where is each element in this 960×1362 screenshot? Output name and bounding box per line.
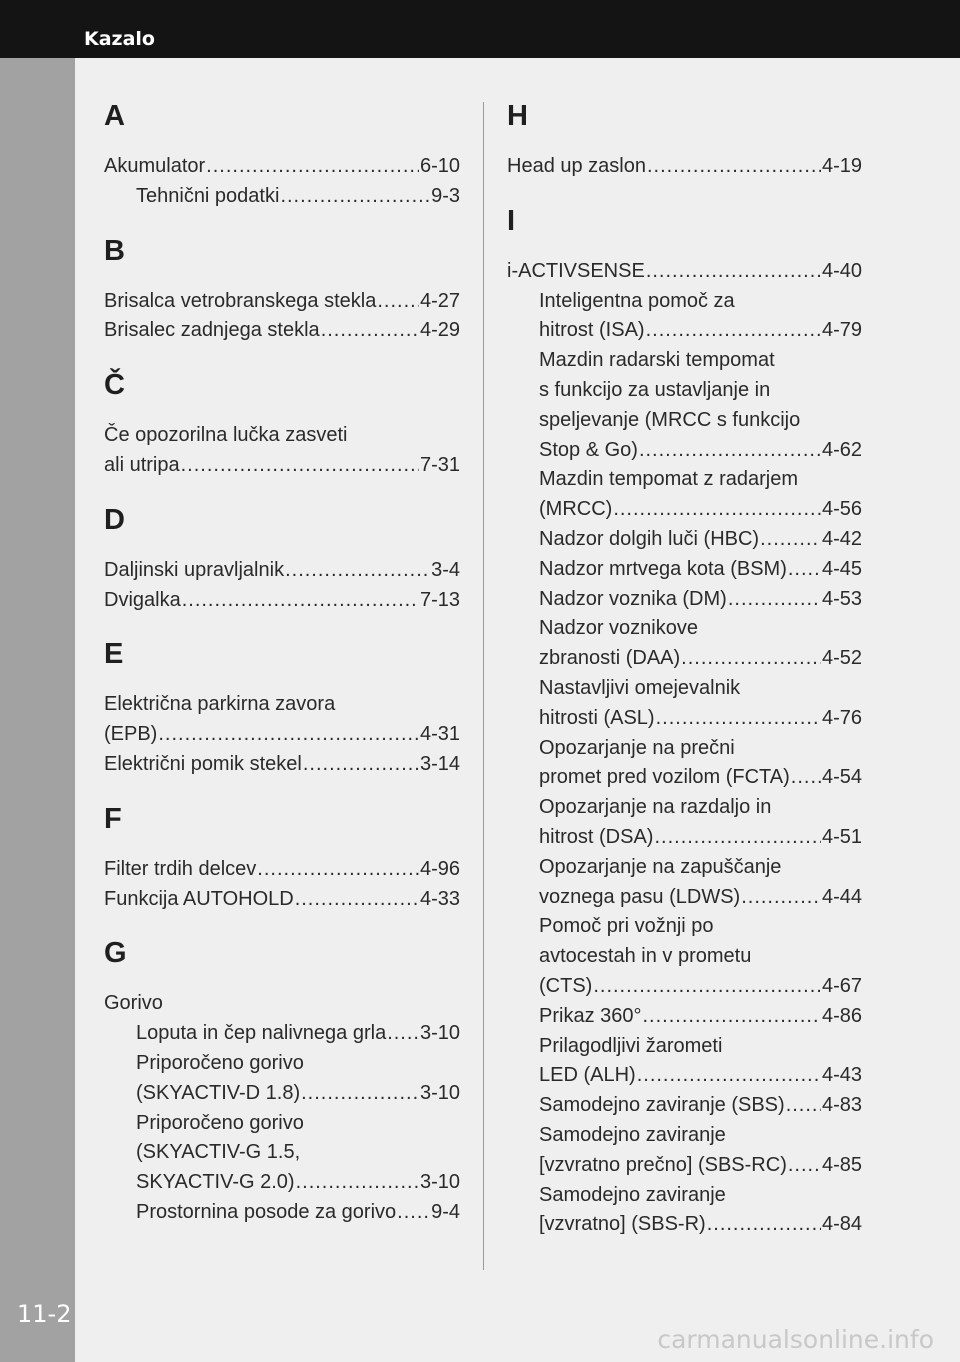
dot-leader [296,1168,419,1198]
index-subentry [507,346,862,376]
index-subentry [104,1079,460,1109]
section-gap [104,481,460,498]
section-gap [104,212,460,229]
dot-leader [301,1079,419,1109]
entry-text: speljevanje (MRCC s funkcijo [539,408,801,431]
entry-text: Mazdin tempomat z radarjem [539,468,798,491]
entry-text: SKYACTIV-G 2.0) [136,1171,295,1194]
page-reference: 4-76 [821,706,862,729]
dot-leader [654,823,821,853]
index-column-left [104,94,460,1228]
page-reference: 4-56 [821,498,862,521]
index-subentry [507,1181,862,1211]
index-subentry [507,525,862,555]
entry-text: s funkcijo za ustavljanje in [539,378,771,401]
entry-text: (EPB) [104,723,158,746]
entry-text: Funkcija AUTOHOLD [104,887,294,910]
entry-text: Priporočeno gorivo [136,1111,304,1134]
page-reference: 4-19 [821,155,862,177]
dot-leader [387,1019,419,1049]
entry-text: Prilagodljivi žarometi [539,1034,723,1057]
watermark: carmanualsonline.info [657,1325,934,1354]
page-reference: 4-96 [419,857,460,880]
dot-leader [741,883,821,913]
index-entry [104,451,460,481]
section-gap [507,182,862,199]
section-letter: F [104,802,122,835]
page-reference: 4-29 [419,319,460,342]
dot-leader [643,1002,821,1032]
section-letter: H [507,100,528,132]
section-gap [104,914,460,931]
entry-text: LED (ALH) [539,1064,636,1087]
section-gap [104,780,460,797]
page-reference: 6-10 [419,155,460,177]
page-reference: 4-67 [821,974,862,997]
index-subentry [507,704,862,734]
index-entry [104,287,460,317]
dot-leader [285,556,430,586]
index-subentry [507,555,862,585]
entry-text: Samodejno zaviranje [539,1123,726,1146]
index-entry [104,690,460,720]
index-subentry [507,436,862,466]
page-reference: 4-33 [419,887,460,910]
page-reference: 4-42 [821,527,862,550]
dot-leader [303,750,419,780]
index-subentry [507,1210,862,1240]
entry-text: promet pred vozilom (FCTA) [539,766,790,789]
index-subentry [507,1091,862,1121]
page-reference: 4-83 [821,1094,862,1117]
index-subentry [507,644,862,674]
dot-leader [707,1210,821,1240]
entry-text: Opozarjanje na razdaljo in [539,796,772,819]
index-subentry [507,585,862,615]
dot-leader [760,525,821,555]
entry-text: Prikaz 360° [539,1004,642,1027]
page-reference: 4-62 [821,438,862,461]
page-reference: 4-79 [821,319,862,342]
dot-leader [158,720,419,750]
entry-text: hitrost (ISA) [539,319,645,342]
sidebar-strip [0,58,75,1362]
dot-leader [728,585,821,615]
entry-text: Head up zaslon [507,155,646,177]
index-entry [104,885,460,915]
entry-text: avtocestah in v prometu [539,945,752,968]
entry-text: Nadzor dolgih luči (HBC) [539,527,760,550]
section-letter: Č [104,369,125,402]
index-subentry [104,1198,460,1228]
entry-text: Loputa in čep nalivnega grla [136,1022,387,1045]
page-reference: 7-31 [419,453,460,476]
index-subentry [507,287,862,317]
dot-leader [788,1151,821,1181]
index-subentry [507,1151,862,1181]
index-subentry [507,883,862,913]
index-subentry [507,674,862,704]
index-subentry [104,1138,460,1168]
dot-leader [206,152,419,182]
index-subentry [507,853,862,883]
entry-text: Samodejno zaviranje (SBS) [539,1094,785,1117]
entry-text: Opozarjanje na prečni [539,736,735,759]
section-letter: B [104,234,125,267]
dot-leader [593,972,821,1002]
dot-leader [613,495,821,525]
entry-text: Inteligentna pomoč za [539,289,735,312]
dot-leader [637,1061,821,1091]
entry-text: Nadzor voznikove [539,617,698,640]
dot-leader [182,586,419,616]
page-reference: 3-10 [419,1081,460,1104]
header-bar [0,0,960,58]
entry-text: Tehnični podatki [136,184,280,207]
page-title: Kazalo [84,28,155,50]
index-entry [104,989,460,1019]
section-letter: G [104,937,127,970]
index-subentry [104,1049,460,1079]
entry-text: (SKYACTIV-D 1.8) [136,1081,301,1104]
entry-text: Akumulator [104,155,206,177]
entry-text: Nastavljivi omejevalnik [539,676,741,699]
index-subentry [507,734,862,764]
dot-leader [786,1091,821,1121]
page-reference: 4-40 [821,259,862,282]
entry-text: Električni pomik stekel [104,752,302,775]
index-entry [507,152,862,182]
entry-text: Nadzor voznika (DM) [539,587,727,610]
dot-leader [280,182,430,212]
section-letter: I [507,204,516,237]
entry-text: [vzvratno] (SBS-R) [539,1213,706,1236]
index-subentry [507,495,862,525]
index-entry [104,152,460,182]
dot-leader [181,451,419,481]
page-reference: 4-85 [821,1153,862,1176]
entry-text: (MRCC) [539,498,613,521]
entry-text: ali utripa [104,453,180,476]
index-entry [104,855,460,885]
dot-leader [788,555,821,585]
page-reference: 4-52 [821,647,862,670]
entry-text: Brisalec zadnjega stekla [104,319,320,342]
entry-text: hitrost (DSA) [539,825,654,848]
section-letter: D [104,503,125,536]
entry-text: Brisalca vetrobranskega stekla [104,289,377,312]
page-reference: 4-43 [821,1064,862,1087]
entry-text: Če opozorilna lučka zasveti [104,424,348,447]
section-gap [104,615,460,632]
page-reference: 4-27 [419,289,460,312]
column-divider [483,102,484,1270]
index-subentry [104,1019,460,1049]
index-subentry [104,1168,460,1198]
page-reference: 3-14 [419,752,460,775]
index-subentry [507,763,862,793]
entry-text: Daljinski upravljalnik [104,558,285,581]
entry-text: i-ACTIVSENSE [507,259,645,282]
dot-leader [791,763,821,793]
index-subentry [507,823,862,853]
entry-text: Filter trdih delcev [104,857,257,880]
dot-leader [257,855,419,885]
page-reference: 3-4 [431,558,460,581]
index-subentry [507,1032,862,1062]
entry-text: Pomoč pri vožnji po [539,915,714,938]
entry-text: hitrosti (ASL) [539,706,655,729]
dot-leader [646,316,821,346]
dot-leader [681,644,821,674]
dot-leader [646,257,821,287]
index-subentry [507,406,862,436]
page-reference: 4-84 [821,1213,862,1236]
index-entry [507,257,862,287]
page-reference: 4-45 [821,557,862,580]
page-reference: 4-54 [821,766,862,789]
index-column-right [507,94,862,1240]
entry-text: Samodejno zaviranje [539,1183,726,1206]
page-reference: 3-10 [419,1171,460,1194]
section-letter: E [104,638,124,671]
index-subentry [507,793,862,823]
entry-text: Mazdin radarski tempomat [539,349,775,372]
page-reference: 9-4 [431,1200,460,1223]
index-subentry [507,942,862,972]
entry-text: voznega pasu (LDWS) [539,885,741,908]
entry-text: [vzvratno prečno] (SBS-RC) [539,1153,787,1176]
entry-text: Električna parkirna zavora [104,693,336,716]
index-subentry [507,614,862,644]
entry-text: Stop & Go) [539,438,638,461]
entry-text: Gorivo [104,992,163,1015]
entry-text: Prostornina posode za gorivo [136,1200,397,1223]
index-subentry [104,1109,460,1139]
page-reference: 4-86 [821,1004,862,1027]
entry-text: zbranosti (DAA) [539,647,681,670]
entry-text: (CTS) [539,974,593,997]
index-subentry [507,1061,862,1091]
page-reference: 3-10 [419,1022,460,1045]
index-subentry [507,1121,862,1151]
entry-text: Opozarjanje na zapuščanje [539,855,782,878]
page-reference: 4-31 [419,723,460,746]
index-entry [104,316,460,346]
index-subentry [507,465,862,495]
index-entry [104,556,460,586]
index-subentry [507,1002,862,1032]
entry-text: (SKYACTIV-G 1.5, [136,1141,301,1164]
page-number: 11-2 [17,1300,72,1328]
page-reference: 9-3 [431,184,460,207]
entry-text: Priporočeno gorivo [136,1051,304,1074]
dot-leader [377,287,419,317]
index-subentry [507,316,862,346]
section-gap [104,346,460,363]
index-subentry [507,912,862,942]
dot-leader [639,436,821,466]
entry-text: Nadzor mrtvega kota (BSM) [539,557,787,580]
dot-leader [656,704,821,734]
index-subentry [104,182,460,212]
index-entry [104,586,460,616]
dot-leader [397,1198,430,1228]
index-subentry [507,376,862,406]
dot-leader [647,152,821,182]
page-reference: 4-51 [821,825,862,848]
page-reference: 4-53 [821,587,862,610]
page-reference: 4-44 [821,885,862,908]
dot-leader [321,316,419,346]
page-reference: 7-13 [419,588,460,611]
section-letter: A [104,100,125,132]
index-subentry [507,972,862,1002]
index-entry [104,421,460,451]
entry-text: Dvigalka [104,588,181,611]
index-entry [104,720,460,750]
index-entry [104,750,460,780]
dot-leader [295,885,419,915]
